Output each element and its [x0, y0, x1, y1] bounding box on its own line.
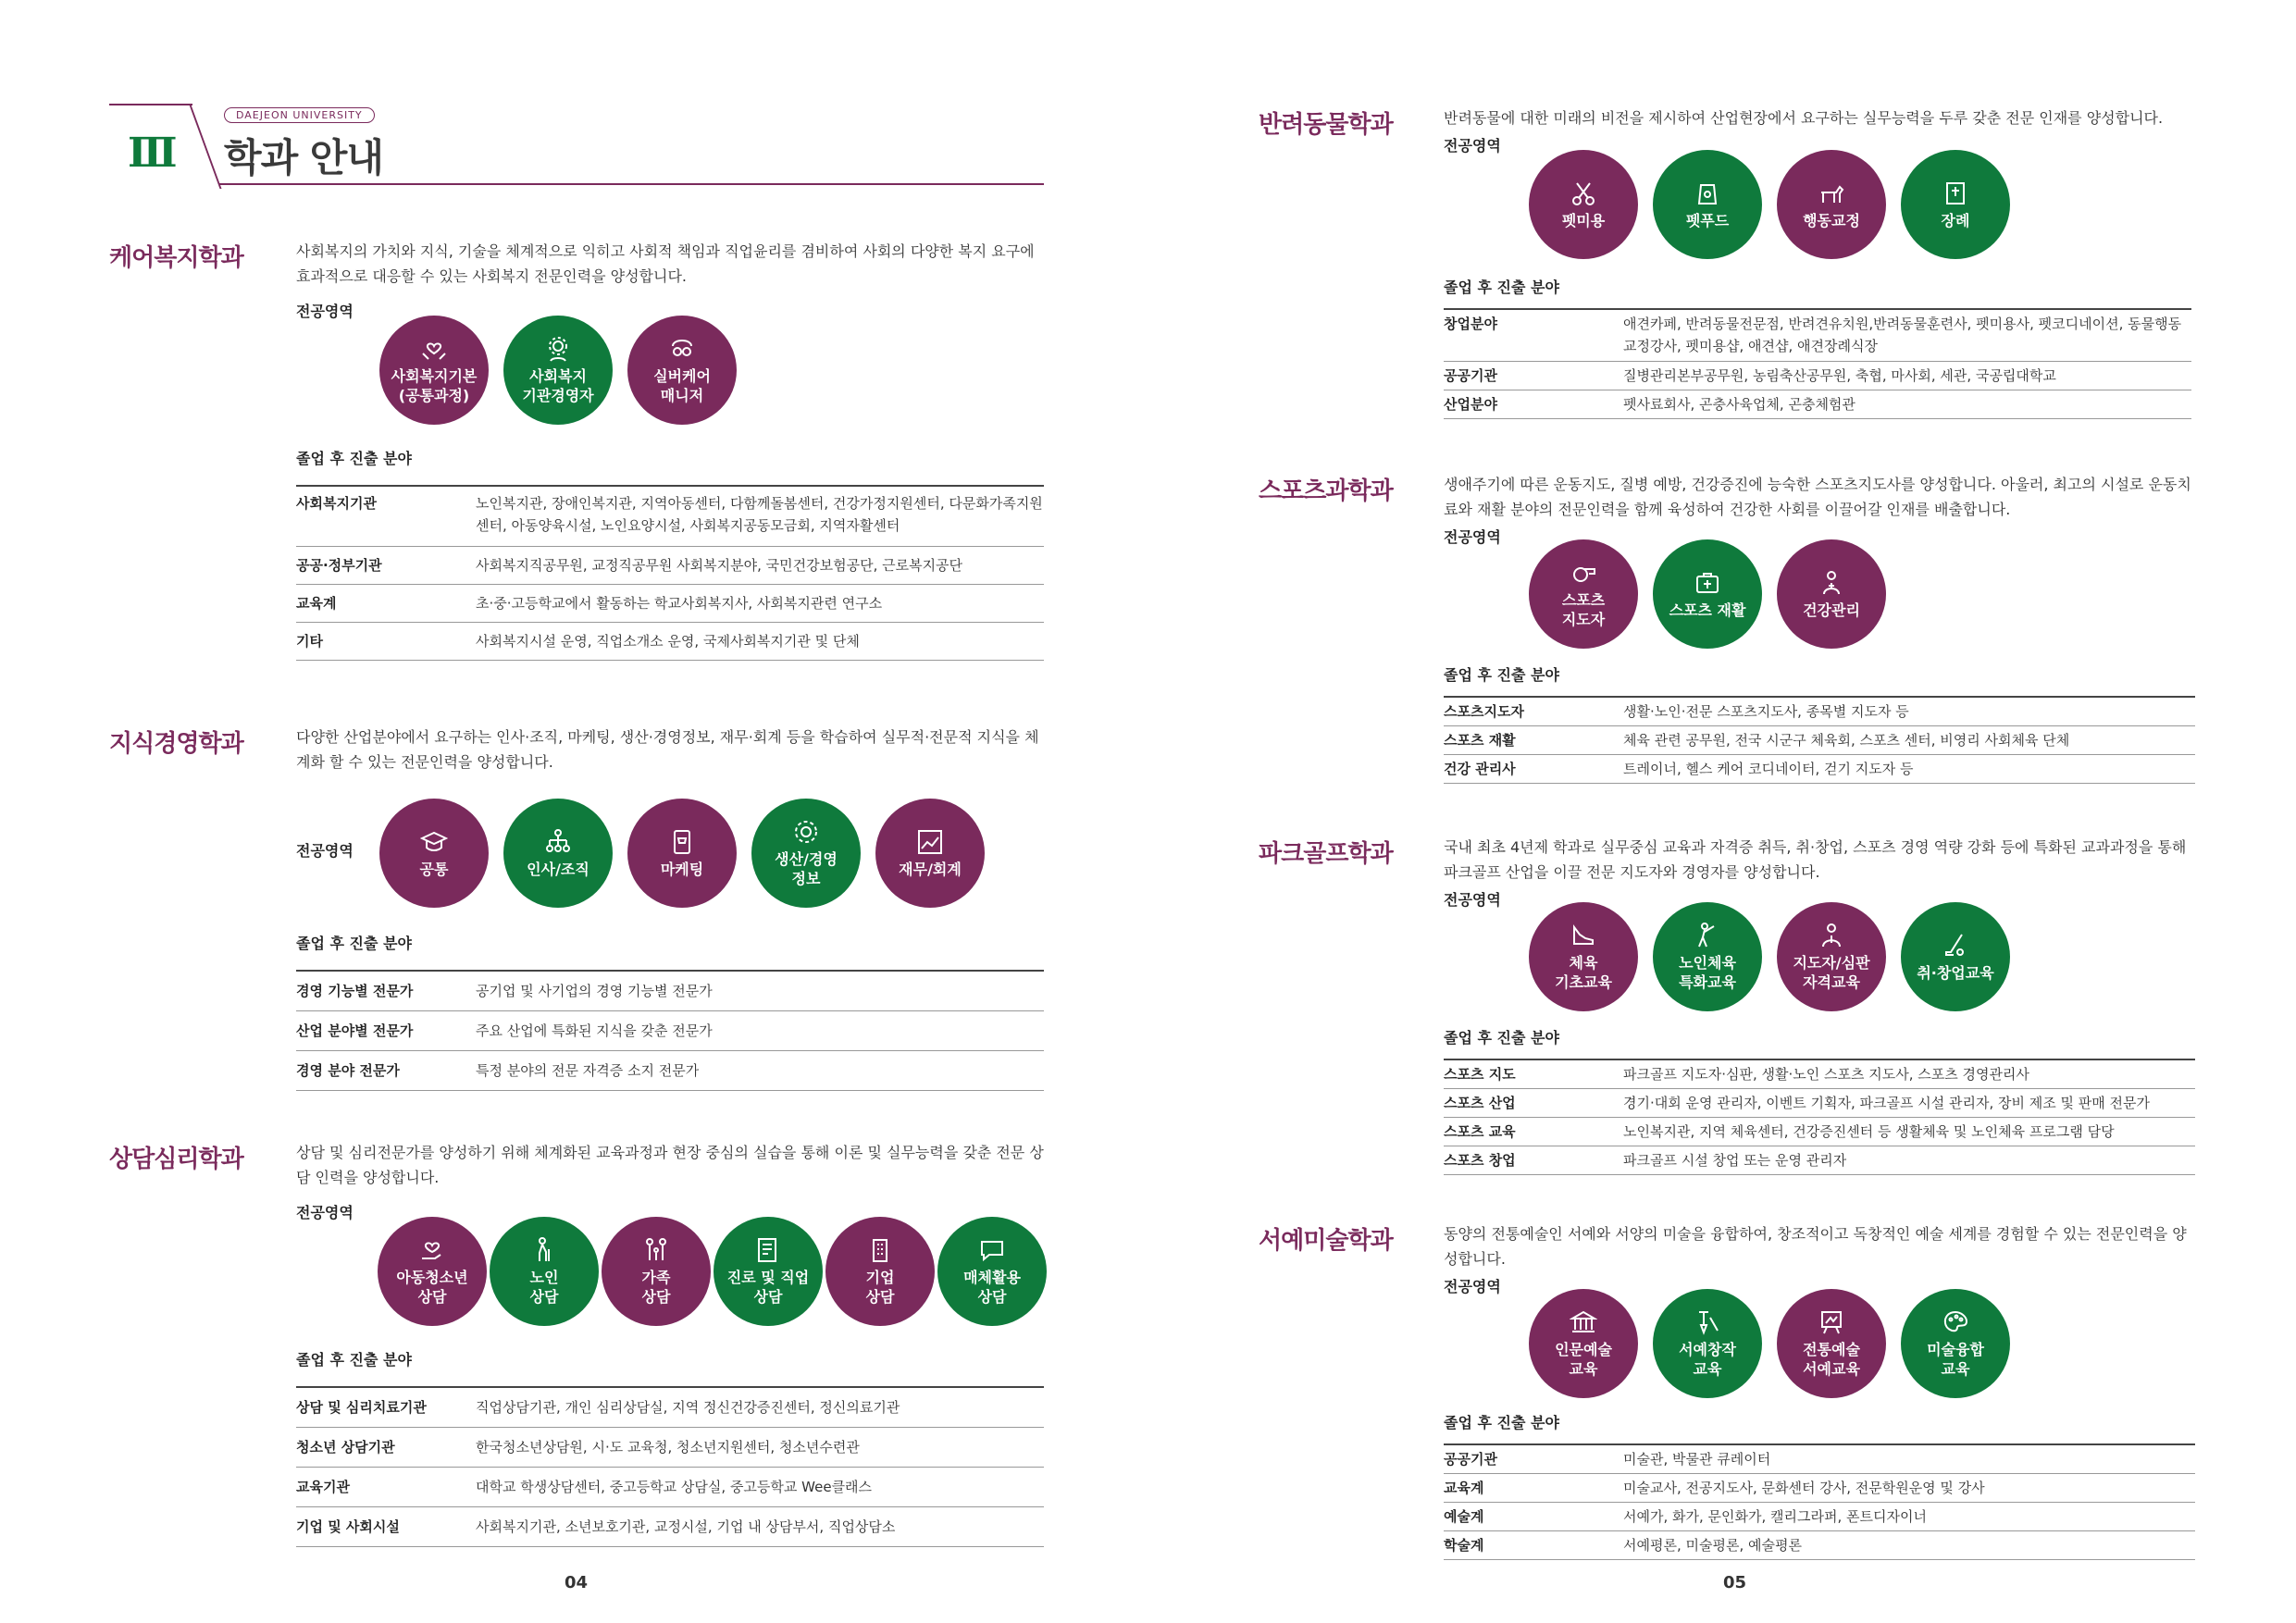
careers-label: 졸업 후 진출 분야 — [1444, 279, 1559, 296]
department-description: 동양의 전통예술인 서예와 서양의 미술을 융합하여, 창조적이고 독창적인 예술 세계를 경험할 수 있는 전문인력을 양성합니다. — [1444, 1225, 2187, 1268]
page-title: 학과 안내 — [224, 135, 383, 180]
career-detail: 미술교사, 전공지도사, 문화센터 강사, 전문학원운영 및 강사 — [1623, 1474, 2195, 1503]
area-circle — [1529, 150, 1638, 259]
area-label: 장례 — [1941, 211, 1970, 229]
easel-icon — [1818, 1308, 1845, 1336]
area-circle — [1529, 902, 1638, 1011]
area-label: 건강관리 — [1803, 601, 1860, 619]
area-circle — [1777, 150, 1886, 259]
career-detail: 경기·대회 운영 관리자, 이벤트 기획자, 파크골프 시설 관리자, 장비 제조 및 판매 전문가 — [1623, 1089, 2195, 1118]
career-category: 스포츠 교육 — [1444, 1118, 1623, 1146]
table-row — [1444, 755, 2195, 784]
careers-table — [296, 970, 1044, 1091]
page-number: 04 — [565, 1573, 589, 1592]
right-page — [1148, 0, 2295, 1623]
section-number: Ⅲ — [128, 130, 176, 177]
health-icon — [1818, 569, 1845, 597]
area-label: 스포츠 지도자 — [1561, 591, 1606, 628]
area-label: 펫푸드 — [1685, 211, 1730, 229]
header-divider — [189, 104, 221, 189]
major-areas-label: 전공영역 — [296, 842, 354, 860]
career-detail: 공기업 및 사기업의 경영 기능별 전문가 — [476, 971, 1044, 1011]
area-circle — [379, 799, 489, 908]
area-circle — [490, 1217, 599, 1326]
career-category: 기업 및 사회시설 — [296, 1507, 476, 1547]
career-detail: 파크골프 시설 창업 또는 운영 관리자 — [1623, 1146, 2195, 1175]
area-label: 생산/경영 정보 — [775, 850, 838, 887]
table-row — [296, 623, 1044, 661]
major-areas-label: 전공영역 — [1444, 891, 1501, 909]
career-category: 공공·정부기관 — [296, 547, 476, 585]
golf-club-icon — [1942, 932, 1969, 960]
chat-icon — [978, 1236, 1006, 1264]
area-label: 기업 상담 — [865, 1269, 895, 1306]
table-row — [1444, 1444, 2195, 1474]
career-category: 스포츠 지도 — [1444, 1059, 1623, 1089]
heart-hand-icon — [418, 1236, 446, 1264]
area-label: 마케팅 — [660, 860, 704, 878]
gear-icon — [792, 818, 820, 846]
heart-hands-icon — [420, 335, 448, 363]
careers-table — [296, 1386, 1044, 1547]
chart-icon — [916, 828, 944, 856]
career-category: 스포츠 재활 — [1444, 726, 1623, 755]
career-category: 교육계 — [296, 585, 476, 623]
referee-icon — [1818, 922, 1845, 949]
careers-table — [1444, 1443, 2195, 1560]
table-row — [296, 971, 1044, 1011]
department-description: 국내 최초 4년제 학과로 실무중심 교육과 자격증 취득, 취·창업, 스포츠 경영 역량 강화 등에 특화된 교과과정을 통해 파크골프 산업을 이끌 전문 지도자와 경영자를 양성합니다. — [1444, 838, 2187, 881]
shoe-icon — [1570, 922, 1597, 949]
careers-label: 졸업 후 진출 분야 — [296, 1351, 412, 1369]
section-header — [109, 104, 1044, 187]
area-label: 가족 상담 — [641, 1269, 671, 1306]
career-detail: 한국청소년상담원, 시·도 교육청, 청소년지원센터, 청소년수련관 — [476, 1428, 1044, 1468]
area-label: 취·창업교육 — [1917, 963, 1994, 982]
brush-icon — [1694, 1308, 1721, 1336]
career-category: 산업 분야별 전문가 — [296, 1011, 476, 1051]
area-label: 사회복지기본 (공통과정) — [391, 367, 478, 404]
career-detail: 서예가, 화가, 문인화가, 캘리그라퍼, 폰트디자이너 — [1623, 1503, 2195, 1531]
area-label: 스포츠 재활 — [1669, 601, 1746, 619]
dog-icon — [1818, 180, 1845, 207]
careers-label: 졸업 후 진출 분야 — [296, 935, 412, 952]
area-circle — [751, 799, 861, 908]
major-areas — [379, 316, 1044, 428]
pet-food-icon — [1694, 180, 1721, 207]
museum-icon — [1570, 1308, 1597, 1336]
career-detail: 체육 관련 공무원, 전국 시군구 체육회, 스포츠 센터, 비영리 사회체육 단체 — [1623, 726, 2195, 755]
area-circle — [1777, 1289, 1886, 1398]
golfer-icon — [1694, 922, 1721, 949]
career-detail: 사회복지기관, 소년보호기관, 교정시설, 기업 내 상담부서, 직업상담소 — [476, 1507, 1044, 1547]
career-detail: 트레이너, 헬스 케어 코디네이터, 걷기 지도자 등 — [1623, 755, 2195, 784]
department-name: 스포츠과학과 — [1259, 477, 1393, 505]
scissors-icon — [1570, 180, 1597, 207]
area-circle — [875, 799, 985, 908]
department-name: 지식경영학과 — [109, 730, 243, 758]
area-circle — [1653, 902, 1762, 1011]
careers-table — [296, 485, 1044, 661]
table-row — [296, 1428, 1044, 1468]
department-description: 반려동물에 대한 미래의 비전을 제시하여 산업현장에서 요구하는 실무능력을 두루 갖춘 전문 인재를 양성합니다. — [1444, 109, 2164, 127]
career-detail: 미술관, 박물관 큐레이터 — [1623, 1444, 2195, 1474]
medical-kit-icon — [1694, 569, 1721, 597]
careers-label: 졸업 후 진출 분야 — [1444, 666, 1559, 684]
career-detail: 펫사료회사, 곤충사육업체, 곤충체험관 — [1623, 390, 2191, 419]
careers-table — [1444, 696, 2195, 784]
table-row — [296, 1011, 1044, 1051]
area-label: 서예창작 교육 — [1679, 1341, 1736, 1378]
whistle-icon — [1570, 559, 1597, 587]
area-circle — [1653, 150, 1762, 259]
area-circle — [825, 1217, 935, 1326]
elder-glasses-icon — [668, 335, 696, 363]
career-category: 상담 및 심리치료기관 — [296, 1387, 476, 1428]
area-circle — [1777, 539, 1886, 649]
table-row — [1444, 1118, 2195, 1146]
org-chart-icon — [544, 828, 572, 856]
career-detail: 질병관리본부공무원, 농림축산공무원, 축협, 마사회, 세관, 국공립대학교 — [1623, 362, 2191, 390]
table-row — [1444, 726, 2195, 755]
major-areas — [378, 1217, 1044, 1330]
table-row — [1444, 1503, 2195, 1531]
area-circle — [1777, 902, 1886, 1011]
family-icon — [642, 1236, 670, 1264]
major-areas — [1529, 539, 2195, 652]
area-circle — [379, 316, 489, 425]
career-detail: 초·중·고등학교에서 활동하는 학교사회복지사, 사회복지관련 연구소 — [476, 585, 1044, 623]
building-icon — [866, 1236, 894, 1264]
careers-table — [1444, 308, 2191, 419]
department-name: 서예미술학과 — [1259, 1227, 1393, 1255]
area-circle — [714, 1217, 823, 1326]
career-category: 창업분야 — [1444, 309, 1623, 362]
career-category: 학술계 — [1444, 1531, 1623, 1560]
table-row — [296, 1468, 1044, 1507]
career-category: 경영 분야 전문가 — [296, 1051, 476, 1091]
career-category: 예술계 — [1444, 1503, 1623, 1531]
career-detail: 파크골프 지도자·심판, 생활·노인 스포츠 지도사, 스포츠 경영관리사 — [1623, 1059, 2195, 1089]
area-label: 미술융합 교육 — [1927, 1341, 1984, 1378]
area-circle — [937, 1217, 1047, 1326]
area-label: 공통 — [419, 860, 449, 878]
career-detail: 특정 분야의 전문 자격증 소지 전문가 — [476, 1051, 1044, 1091]
department-description: 다양한 산업분야에서 요구하는 인사·조직, 마케팅, 생산·경영정보, 재무·회계 등을 학습하여 실무적·전문적 지식을 체계화 할 수 있는 전문인력을 양성합니다. — [296, 728, 1039, 771]
career-detail: 직업상담기관, 개인 심리상담실, 지역 정신건강증진센터, 정신의료기관 — [476, 1387, 1044, 1428]
table-row — [1444, 1531, 2195, 1560]
area-label: 매체활용 상담 — [963, 1269, 1021, 1306]
major-areas-label: 전공영역 — [1444, 1278, 1501, 1295]
career-category: 스포츠 창업 — [1444, 1146, 1623, 1175]
header-underline — [218, 183, 1044, 185]
table-row — [1444, 390, 2191, 419]
document-icon — [754, 1236, 782, 1264]
table-row — [1444, 309, 2191, 362]
career-category: 산업분야 — [1444, 390, 1623, 419]
major-areas-label: 전공영역 — [296, 303, 354, 320]
career-category: 교육기관 — [296, 1468, 476, 1507]
career-category: 건강 관리사 — [1444, 755, 1623, 784]
department-name: 케어복지학과 — [109, 244, 243, 272]
table-row — [296, 1507, 1044, 1547]
career-detail: 생활·노인·전문 스포츠지도사, 종목별 지도자 등 — [1623, 697, 2195, 726]
area-label: 아동청소년 상담 — [396, 1269, 468, 1306]
careers-label: 졸업 후 진출 분야 — [1444, 1414, 1559, 1431]
department-description: 생애주기에 따른 운동지도, 질병 예방, 건강증진에 능숙한 스포츠지도사를 양성합니다. 아울러, 최고의 시설로 운동치료와 재활 분야의 전문인력을 함께 육성하여 건강한 사회를 이끌어갈 인재를 배출합니다. — [1444, 476, 2191, 518]
table-row — [296, 486, 1044, 547]
table-row — [1444, 1059, 2195, 1089]
table-row — [296, 547, 1044, 585]
department-description: 사회복지의 가치와 지식, 기술을 체계적으로 익히고 사회적 책임과 직업윤리를 겸비하여 사회의 다양한 복지 요구에 효과적으로 대응할 수 있는 사회복지 전문인력을 양성합니다. — [296, 242, 1035, 285]
area-label: 펫미용 — [1561, 211, 1606, 229]
major-areas-label: 전공영역 — [1444, 137, 1501, 155]
area-label: 노인체육 특화교육 — [1679, 954, 1736, 991]
area-circle — [627, 316, 737, 425]
graduation-cap-icon — [420, 828, 448, 856]
career-category: 교육계 — [1444, 1474, 1623, 1503]
area-label: 인사/조직 — [527, 860, 590, 878]
career-detail: 애견카페, 반려동물전문점, 반려견유치원,반려동물훈련사, 펫미용사, 펫코디네이션, 동물행동교정강사, 펫미용샵, 애견샵, 애견장례식장 — [1623, 309, 2191, 362]
area-label: 지도자/심판 자격교육 — [1793, 954, 1870, 991]
major-areas-label: 전공영역 — [1444, 528, 1501, 546]
area-circle — [1653, 1289, 1762, 1398]
table-row — [296, 1387, 1044, 1428]
palette-icon — [1942, 1308, 1969, 1336]
area-label: 진로 및 직업 상담 — [726, 1269, 810, 1306]
area-label: 사회복지 기관경영자 — [522, 367, 594, 404]
department-name: 반려동물학과 — [1259, 111, 1393, 139]
career-category: 사회복지기관 — [296, 486, 476, 547]
area-circle — [1901, 150, 2010, 259]
career-category: 공공기관 — [1444, 1444, 1623, 1474]
career-category: 기타 — [296, 623, 476, 661]
area-circle — [1653, 539, 1762, 649]
area-circle — [503, 316, 613, 425]
career-detail: 노인복지관, 장애인복지관, 지역아동센터, 다함께돌봄센터, 건강가정지원센터, 다문화가족지원센터, 아동양육시설, 노인요양시설, 사회복지공동모금회, 지역자활센터 — [476, 486, 1044, 547]
phone-cart-icon — [668, 828, 696, 856]
area-label: 재무/회계 — [899, 860, 962, 878]
department-name: 상담심리학과 — [109, 1146, 243, 1173]
major-areas — [379, 799, 1046, 911]
major-areas-label: 전공영역 — [296, 1204, 354, 1221]
area-label: 행동교정 — [1803, 211, 1860, 229]
gear-people-icon — [544, 335, 572, 363]
area-label: 체육 기초교육 — [1555, 954, 1612, 991]
careers-label: 졸업 후 진출 분야 — [1444, 1029, 1559, 1047]
area-circle — [1901, 1289, 2010, 1398]
careers-table — [1444, 1059, 2195, 1175]
career-detail: 노인복지관, 지역 체육센터, 건강증진센터 등 생활체육 및 노인체육 프로그램 담당 — [1623, 1118, 2195, 1146]
career-category: 청소년 상담기관 — [296, 1428, 476, 1468]
area-circle — [602, 1217, 711, 1326]
table-row — [1444, 697, 2195, 726]
table-row — [1444, 362, 2191, 390]
area-label: 노인 상담 — [529, 1269, 559, 1306]
university-tag: DAEJEON UNIVERSITY — [224, 107, 375, 123]
area-circle — [627, 799, 737, 908]
area-circle — [1529, 1289, 1638, 1398]
career-category: 공공기관 — [1444, 362, 1623, 390]
career-detail: 사회복지직공무원, 교정직공무원 사회복지분야, 국민건강보험공단, 근로복지공단 — [476, 547, 1044, 585]
table-row — [296, 1051, 1044, 1091]
area-circle — [1901, 902, 2010, 1011]
elder-cane-icon — [530, 1236, 558, 1264]
area-label: 전통예술 서예교육 — [1803, 1341, 1860, 1378]
area-circle — [503, 799, 613, 908]
major-areas — [1529, 902, 2195, 1015]
page-number: 05 — [1723, 1573, 1747, 1592]
area-circle — [378, 1217, 487, 1326]
career-detail: 주요 산업에 특화된 지식을 갖춘 전문가 — [476, 1011, 1044, 1051]
career-category: 스포츠지도자 — [1444, 697, 1623, 726]
career-category: 스포츠 산업 — [1444, 1089, 1623, 1118]
career-detail: 서예평론, 미술평론, 예술평론 — [1623, 1531, 2195, 1560]
area-circle — [1529, 539, 1638, 649]
memorial-icon — [1942, 180, 1969, 207]
header-line — [109, 104, 192, 105]
table-row — [1444, 1474, 2195, 1503]
career-detail: 대학교 학생상담센터, 중고등학교 상담실, 중고등학교 Wee클래스 — [476, 1468, 1044, 1507]
major-areas — [1529, 1289, 2195, 1402]
table-row — [296, 585, 1044, 623]
major-areas — [1529, 150, 2191, 263]
area-label: 인문예술 교육 — [1555, 1341, 1612, 1378]
table-row — [1444, 1146, 2195, 1175]
careers-label: 졸업 후 진출 분야 — [296, 450, 412, 467]
table-row — [1444, 1089, 2195, 1118]
department-description: 상담 및 심리전문가를 양성하기 위해 체계화된 교육과정과 현장 중심의 실습을 통해 이론 및 실무능력을 갖춘 전문 상담 인력을 양성합니다. — [296, 1144, 1044, 1186]
department-name: 파크골프학과 — [1259, 840, 1393, 868]
area-label: 실버케어 매니저 — [653, 367, 711, 404]
career-detail: 사회복지시설 운영, 직업소개소 운영, 국제사회복지기관 및 단체 — [476, 623, 1044, 661]
career-category: 경영 기능별 전문가 — [296, 971, 476, 1011]
